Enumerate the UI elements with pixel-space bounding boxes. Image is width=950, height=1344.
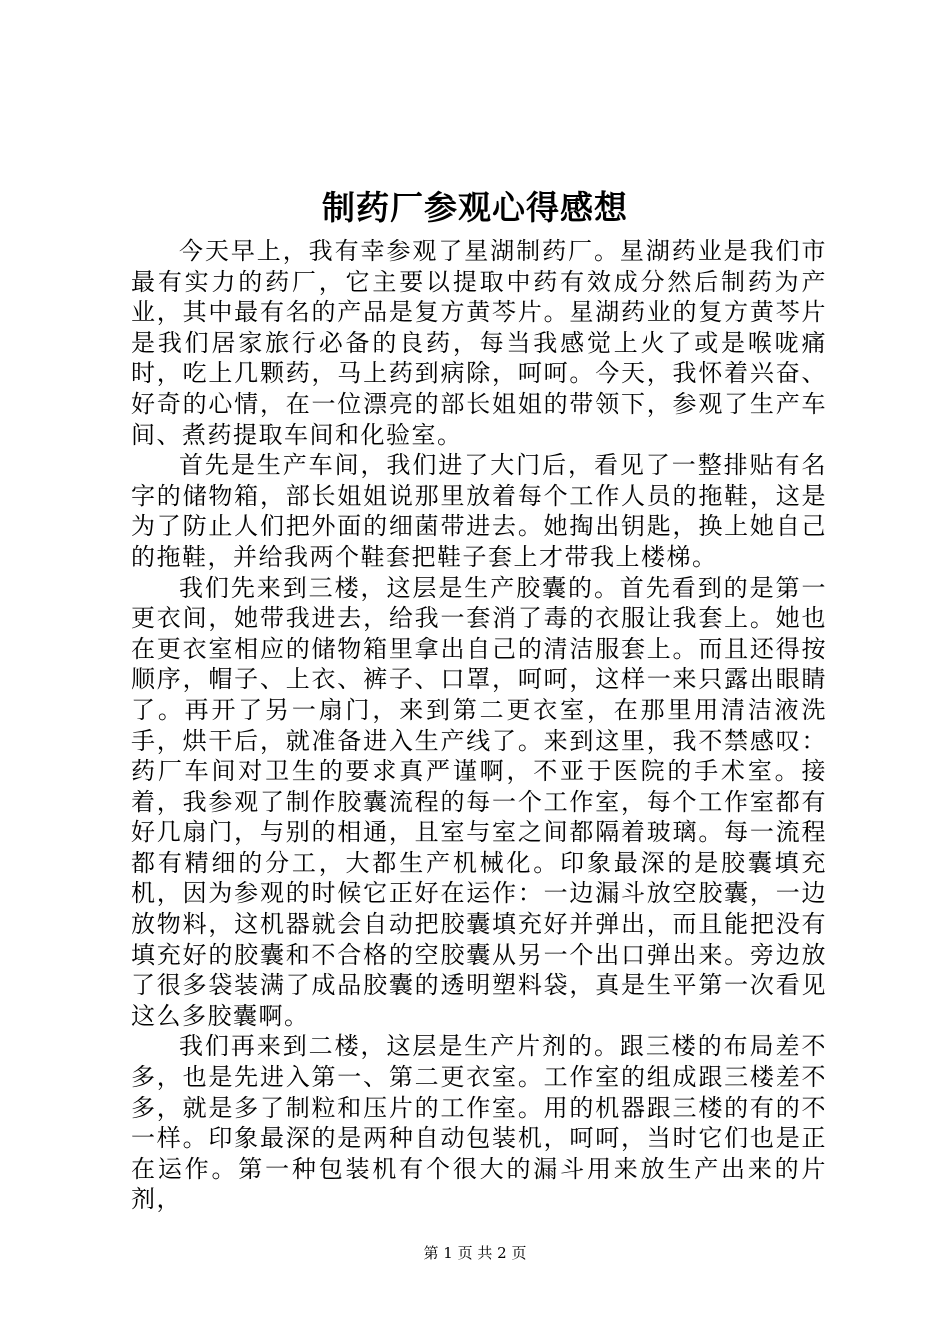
- paragraph-4: 我们再来到二楼，这层是生产片剂的。跟三楼的布局差不多，也是先进入第一、第二更衣室。工作室的组成跟三楼差不多，就是多了制粒和压片的工作室。用的机器跟三楼的有的不一样。印象最深的是两种自动包装机，呵呵，当时它们也是正在运作。第一种包装机有个很大的漏斗用来放生产出来的片剂，: [131, 1032, 827, 1214]
- page-number-footer: 第 1 页 共 2 页: [423, 1244, 527, 1262]
- paragraph-1: 今天早上，我有幸参观了星湖制药厂。星湖药业是我们市最有实力的药厂，它主要以提取中药有效成分然后制药为产业，其中最有名的产品是复方黄芩片。星湖药业的复方黄芩片是我们居家旅行必备的良药，每当我感觉上火了或是喉咙痛时，吃上几颗药，马上药到病除，呵呵。今天，我怀着兴奋、好奇的心情，在一位漂亮的部长姐姐的带领下，参观了生产车间、煮药提取车间和化验室。: [131, 237, 827, 449]
- document-body: [131, 236, 827, 1215]
- paragraph-2: 首先是生产车间，我们进了大门后，看见了一整排贴有名字的储物箱，部长姐姐说那里放着每个工作人员的拖鞋，这是为了防止人们把外面的细菌带进去。她掏出钥匙，换上她自己的拖鞋，并给我两个鞋套把鞋子套上才带我上楼梯。: [131, 451, 827, 571]
- paragraph-3: 我们先来到三楼，这层是生产胶囊的。首先看到的是第一更衣间，她带我进去，给我一套消了毒的衣服让我套上。她也在更衣室相应的储物箱里拿出自己的清洁服套上。而且还得按顺序，帽子、上衣、裤子、口罩，呵呵，这样一来只露出眼睛了。再开了另一扇门，来到第二更衣室，在那里用清洁液洗手，烘干后，就准备进入生产线了。来到这里，我不禁感叹：药厂车间对卫生的要求真严谨啊，不亚于医院的手术室。接着，我参观了制作胶囊流程的每一个工作室，每个工作室都有好几扇门，与别的相通，且室与室之间都隔着玻璃。每一流程都有精细的分工，大都生产机械化。印象最深的是胶囊填充机，因为参观的时候它正好在运作：一边漏斗放空胶囊，一边放物料，这机器就会自动把胶囊填充好并弹出，而且能把没有填充好的胶囊和不合格的空胶囊从另一个出口弹出来。旁边放了很多袋装满了成品胶囊的透明塑料袋，真是生平第一次看见这么多胶囊啊。: [131, 573, 827, 1030]
- document-title: 制药厂参观心得感想: [322, 188, 628, 227]
